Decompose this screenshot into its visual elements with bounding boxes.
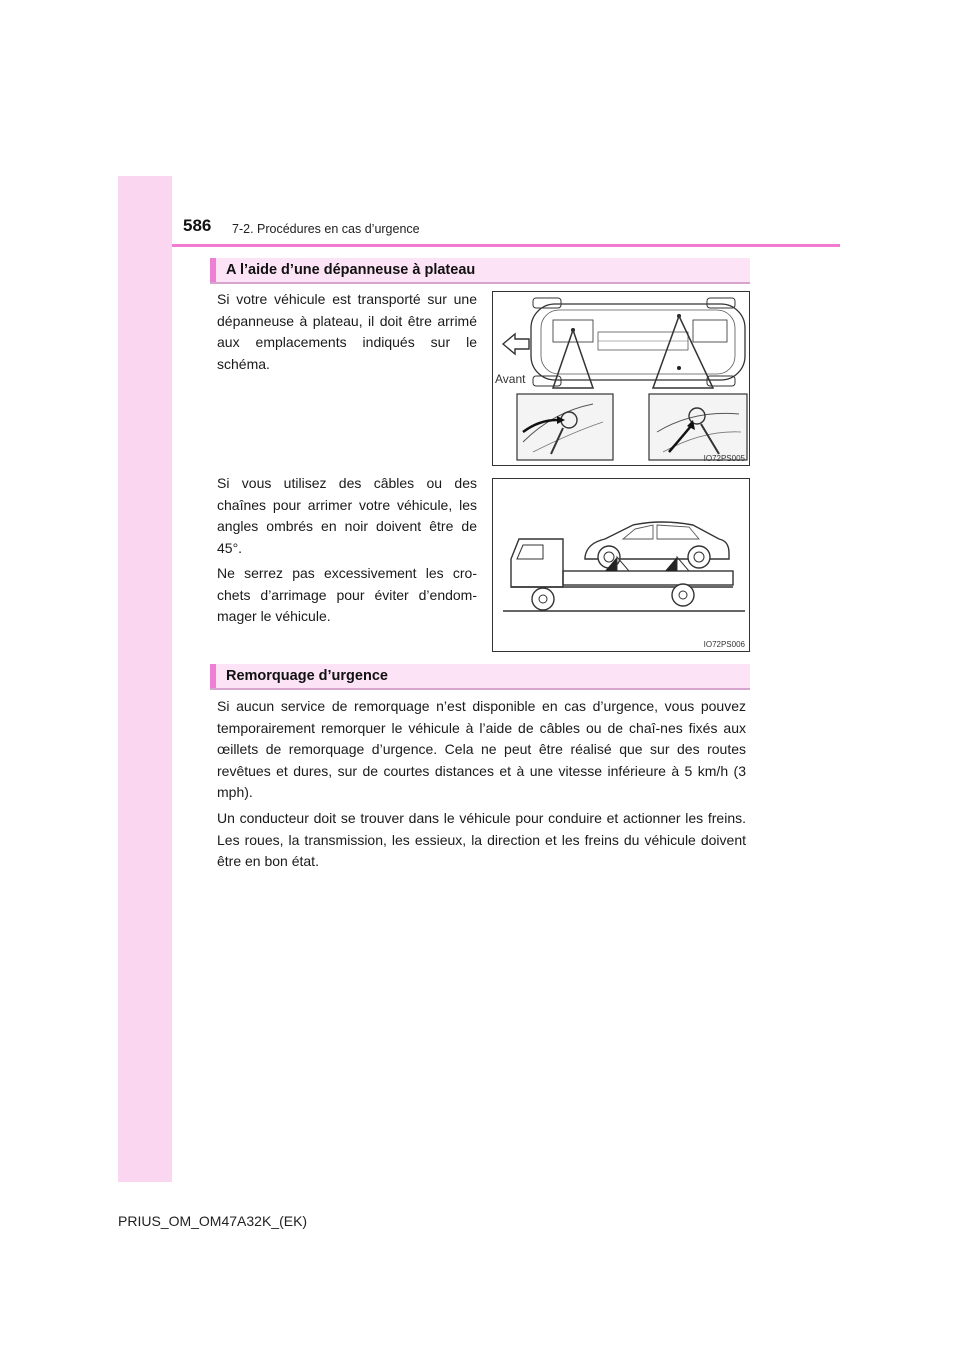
heading-emergency-towing-text: Remorquage d’urgence <box>226 668 388 684</box>
heading-flatbed <box>210 258 750 284</box>
figure-tiedown-points <box>492 291 750 466</box>
underbody-diagram <box>493 292 751 467</box>
figure-flatbed-truck <box>492 478 750 652</box>
header-rule <box>172 244 840 247</box>
paragraph-hooks-warning: Ne serrez pas excessivement les cro-chets d’arrimage pour éviter d’endom-mager le véhicule. <box>217 565 477 625</box>
page-number: 586 <box>183 216 212 235</box>
side-band <box>118 176 172 1182</box>
front-label: Avant <box>495 372 526 386</box>
flatbed-truck-diagram <box>493 479 751 653</box>
heading-emergency-towing <box>210 664 750 690</box>
figure-code: IO72PS005 <box>703 454 745 463</box>
footer-code: PRIUS_OM_OM47A32K_(EK) <box>118 1213 308 1229</box>
paragraph-chain-angle: Si vous utilisez des câbles ou des chaînes pour arrimer votre véhicule, les angles ombrés en noir doivent être de 45°. <box>217 475 477 556</box>
paragraph-driver-requirement: Un conducteur doit se trouver dans le véhicule pour conduire et actionner les freins. Les roues, la transmission, les essieux, la direction et les freins du véhicule doivent être en bon état. <box>217 810 746 870</box>
paragraph-flatbed-intro: Si votre véhicule est transporté sur une dépanneuse à plateau, il doit être arrimé aux emplacements indiqués sur le schéma. <box>217 291 477 372</box>
heading-flatbed-text: A l’aide d’une dépanneuse à plateau <box>226 262 476 278</box>
figure-code: IO72PS006 <box>703 640 745 649</box>
section-title: 7-2. Procédures en cas d’urgence <box>232 222 420 236</box>
paragraph-emergency-towing: Si aucun service de remorquage n’est disponible en cas d’urgence, vous pouvez temporairement remorquer le véhicule à l’aide de câbles ou de chaî-nes fixés aux œillets de remorquage d’urgence. Cela ne peut être réalisé que sur des routes revêtues et dures, sur de courtes distances et à une vitesse inférieure à 5 km/h (3 mph). <box>217 698 746 801</box>
